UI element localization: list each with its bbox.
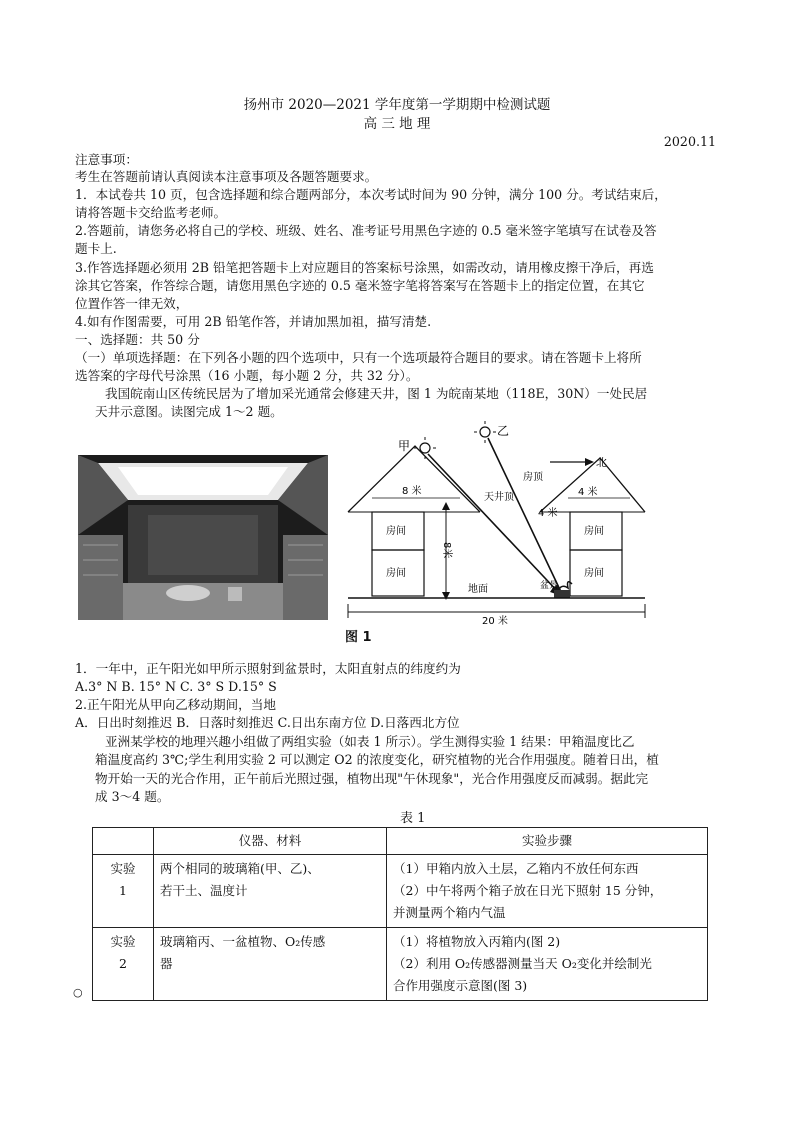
figure-1-diagram bbox=[340, 418, 650, 648]
step-text: 合作用强度示意图(图 3) bbox=[393, 978, 528, 993]
sun-a-label: 甲 bbox=[398, 439, 411, 453]
skylight-photo-image bbox=[78, 455, 328, 620]
north-label: 北 bbox=[596, 456, 607, 469]
section-heading: 一、选择题：共 50 分 bbox=[75, 332, 200, 347]
notice-line: 请将答题卡交给监考老师。 bbox=[75, 205, 227, 220]
sun-b-label: 乙 bbox=[497, 424, 510, 438]
sun-icon bbox=[474, 421, 496, 443]
notice-line: 4.如有作图需要，可用 2B 铅笔作答，并请加黑加祖，描写清楚. bbox=[75, 314, 432, 329]
experiment-name bbox=[93, 928, 154, 1001]
question-options: A．日出时刻推迟 B．日落时刻推迟 C.日出东南方位 D.日落西北方位 bbox=[75, 715, 460, 730]
question-stem: 1．一年中，正午阳光如甲所示照射到盆景时，太阳直射点的纬度约为 bbox=[75, 661, 461, 676]
materials-text: 若干土、温度计 bbox=[160, 883, 248, 898]
plant-label: 盆景 bbox=[540, 581, 559, 591]
skylight-photo bbox=[78, 455, 328, 620]
intro-text: 物开始一天的光合作用，正午前后光照过强，植物出现"午休现象"，光合作用强度反而减弱。据此完 bbox=[95, 771, 649, 786]
trailing-mark: ○ bbox=[73, 986, 83, 999]
step-text: 并测量两个箱内气温 bbox=[393, 905, 506, 920]
table-caption: 表 1 bbox=[400, 811, 426, 826]
step-text: （1）甲箱内放入土层，乙箱内不放任何东西 bbox=[393, 861, 639, 876]
roof-label: 房顶 bbox=[523, 472, 543, 483]
step-text: （2）中午将两个箱子放在日光下照射 15 分钟， bbox=[393, 883, 663, 898]
notice-line: 2.答题前，请您务必将自己的学校、班级、姓名、准考证号用黑色字迹的 0.5 毫米签字笔填写在试卷及答 bbox=[75, 223, 657, 238]
notice-line: 考生在答题前请认真阅读本注意事项及各题答题要求。 bbox=[75, 169, 378, 184]
height-4m-label: 4 米 bbox=[538, 508, 558, 519]
question-stem: 2.正午阳光从甲向乙移动期间，当地 bbox=[75, 697, 276, 712]
table-header-row bbox=[93, 828, 708, 855]
notice-line: 涂其它答案，作答综合题，请您用黑色字迹的 0.5 毫米签字笔将答案写在答题卡上的指定位置，在其它 bbox=[75, 278, 645, 293]
table-row bbox=[93, 855, 708, 928]
room-label: 房间 bbox=[584, 568, 604, 579]
ground-label: 地面 bbox=[468, 584, 488, 595]
intro-text: 箱温度高约 3℃;学生利用实验 2 可以测定 O2 的浓度变化，研究植物的光合作用强度。随着日出，植 bbox=[95, 752, 659, 767]
notice-heading: 注意事项： bbox=[75, 152, 138, 167]
skylight-label: 天井顶 bbox=[484, 492, 514, 503]
step-text: （1）将植物放入丙箱内(图 2) bbox=[393, 934, 561, 949]
width-20m-label: 20 米 bbox=[482, 616, 508, 627]
step-text: （2）利用 O₂传感器测量当天 O₂变化并绘制光 bbox=[393, 956, 652, 971]
section-instruction: 选答案的字母代号涂黑（16 小题，每小题 2 分，共 32 分）。 bbox=[75, 368, 419, 383]
materials-text: 器 bbox=[160, 956, 173, 971]
intro-text: 天井示意图。读图完成 1～2 题。 bbox=[95, 404, 283, 419]
north-arrow-icon bbox=[550, 458, 594, 466]
room-label: 房间 bbox=[386, 526, 406, 537]
exam-subtitle: 高 三 地 理 bbox=[363, 116, 431, 132]
steps-cell bbox=[387, 928, 708, 1001]
notice-line: 3.作答选择题必须用 2B 铅笔把答题卡上对应题目的答案标号涂黑，如需改动，请用橡皮擦干净后，再选 bbox=[75, 260, 654, 275]
intro-text: 成 3～4 题。 bbox=[95, 789, 170, 804]
materials-text: 玻璃箱丙、一盆植物、O₂传感 bbox=[160, 934, 326, 949]
experiment-name-text: 实验 bbox=[110, 934, 136, 949]
exam-title: 扬州市 2020—2021 学年度第一学期期中检测试题 bbox=[243, 97, 551, 113]
table-header bbox=[93, 828, 154, 855]
intro-text: 亚洲某学校的地理兴趣小组做了两组实验（如表 1 所示）。学生测得实验 1 结果：甲箱温度比乙 bbox=[105, 734, 635, 749]
experiment-table bbox=[92, 827, 708, 1001]
experiment-name-text: 实验 bbox=[110, 861, 136, 876]
room-label: 房间 bbox=[584, 526, 604, 537]
notice-line: 题卡上. bbox=[75, 241, 117, 256]
materials-text: 两个相同的玻璃箱(甲、乙)、 bbox=[160, 861, 320, 876]
section-instruction: （一）单项选择题：在下列各小题的四个选项中，只有一个选项最符合题目的要求。请在答题卡上将所 bbox=[75, 350, 642, 365]
materials-cell bbox=[154, 855, 387, 928]
height-8m-label: 8米 bbox=[441, 542, 452, 559]
figure-caption: 图 1 bbox=[345, 630, 372, 645]
table-row bbox=[93, 928, 708, 1001]
steps-cell bbox=[387, 855, 708, 928]
exam-date: 2020.11 bbox=[663, 134, 716, 149]
experiment-number: 1 bbox=[119, 883, 127, 898]
table-header: 实验步骤 bbox=[387, 828, 708, 855]
question-options: A.3° N B. 15° N C. 3° S D.15° S bbox=[75, 679, 277, 694]
materials-cell bbox=[154, 928, 387, 1001]
table-header: 仪器、材料 bbox=[154, 828, 387, 855]
experiment-name bbox=[93, 855, 154, 928]
room-label: 房间 bbox=[386, 568, 406, 579]
intro-text: 我国皖南山区传统民居为了增加采光通常会修建天井，图 1 为皖南某地（118E，30N）一处民居 bbox=[105, 386, 648, 401]
notice-line: 位置作答一律无效， bbox=[75, 296, 189, 311]
width-4m-label: 4 米 bbox=[578, 487, 598, 498]
notice-line: 1．本试卷共 10 页，包含选择题和综合题两部分，本次考试时间为 90 分钟，满分 100 分。考试结束后， bbox=[75, 187, 667, 202]
width-8m-label: 8 米 bbox=[402, 486, 422, 497]
experiment-number: 2 bbox=[119, 956, 127, 971]
